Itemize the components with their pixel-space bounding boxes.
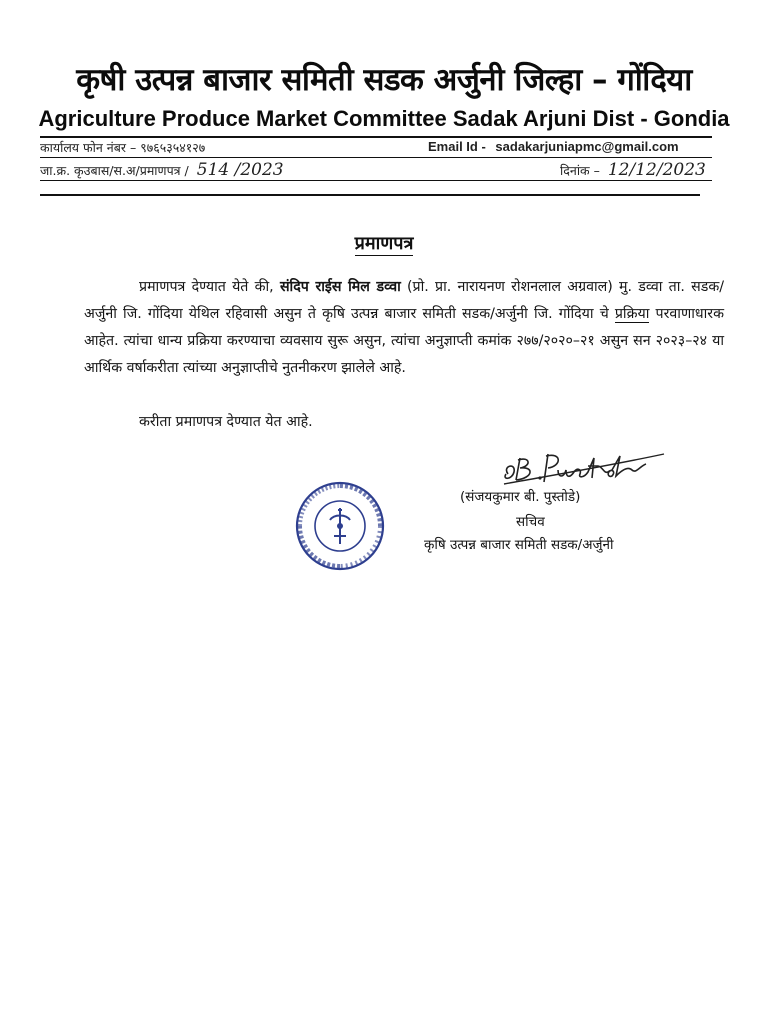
email-label: Email Id - [428, 139, 486, 154]
email-block [428, 139, 679, 154]
license-type: प्रक्रिया [614, 306, 650, 322]
date-block [560, 160, 706, 180]
signatory-designation: सचिव [516, 514, 545, 530]
office-seal [294, 480, 386, 572]
meta-divider [40, 157, 712, 158]
email-value: sadakarjuniapmc@gmail.com [495, 139, 679, 154]
reference-line [40, 160, 284, 180]
reference-prefix: जा.क्र. कृउबास/स.अ/प्रमाणपत्र / [40, 163, 189, 178]
header-divider [40, 136, 712, 138]
certificate-closing: करीता प्रमाणपत्र देण्यात येत आहे. [139, 414, 313, 430]
reference-number: 514 /2023 [196, 160, 284, 180]
office-phone: कार्यालय फोन नंबर – ९७६५३५४१२७ [40, 140, 206, 155]
signatory-name: (संजयकुमार बी. पुस्तोडे) [460, 489, 581, 505]
certificate-body [84, 274, 724, 382]
letterhead-title-marathi: कृषी उत्पन्न बाजार समिती सडक अर्जुनी जिल्हा – गोंदिया [76, 62, 692, 98]
mill-name: संदिप राईस मिल डव्वा [279, 279, 401, 295]
certificate-heading: प्रमाणपत्र [354, 233, 414, 254]
date-value: 12/12/2023 [607, 160, 706, 180]
signatory-organization: कृषि उत्पन्न बाजार समिती सडक/अर्जुनी [424, 537, 614, 553]
certificate-paragraph: प्रमाणपत्र देण्यात येते की, संदिप राईस मिल डव्वा (प्रो. प्रा. नारायनण रोशनलाल अग्रवाल) मु. डव्वा ता. सडक/अर्जुनी जि. गोंदिया येथिल रहिवासी असुन ते कृषि उत्पन्न बाजार समिती सडक/अर्जुनी जि. गोंदिया चे प्रक्रिया परवाणाधारक आहेत. त्यांचा धान्य प्रक्रिया करण्याचा व्यवसाय सुरू असुन, त्यांचा अनुज्ञाप्ती कमांक २७७/२०२०–२१ असुन सन २०२३–२४ या आर्थिक वर्षाकरीता त्यांच्या अनुज्ञाप्तीचे नुतनीकरण झालेले आहे. [84, 279, 725, 376]
letterhead-title-english: Agriculture Produce Market Committee Sadak Arjuni Dist - Gondia [38, 106, 730, 131]
signature [498, 436, 668, 488]
letterhead-bottom-rule [40, 194, 700, 196]
reference-underline [40, 180, 712, 181]
date-label: दिनांक – [560, 163, 600, 178]
